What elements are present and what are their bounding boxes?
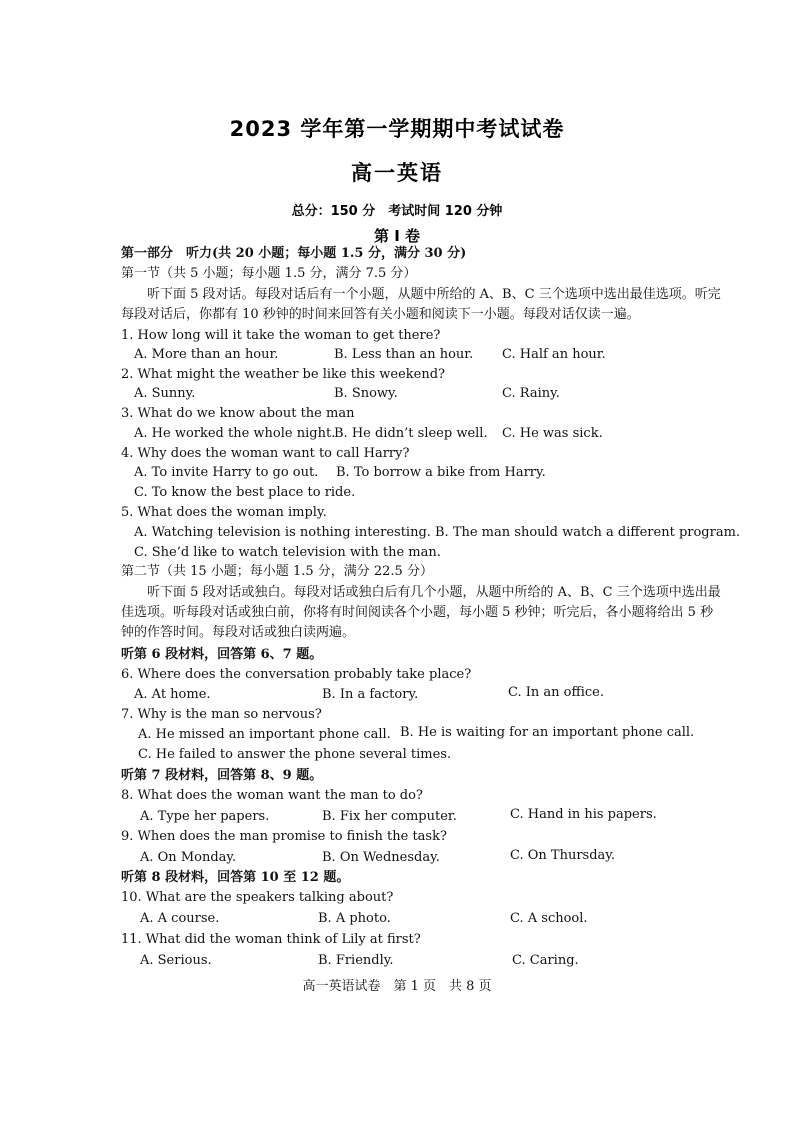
exam-title: 2023 学年第一学期期中考试试卷 [229, 117, 565, 141]
question-11-option-b: B. Friendly. [318, 953, 394, 968]
question-2-option-a: A. Sunny. [134, 386, 196, 401]
question-10-option-c: C. A school. [510, 911, 588, 926]
question-2-stem: 2. What might the weather be like this weekend? [121, 367, 446, 382]
question-2-option-c: C. Rainy. [502, 386, 560, 401]
question-10-stem: 10. What are the speakers talking about? [121, 890, 394, 905]
question-7-option-c: C. He failed to answer the phone several times. [138, 747, 452, 762]
question-3-option-c: C. He was sick. [502, 426, 603, 441]
question-6-option-c: C. In an office. [508, 685, 604, 700]
question-7-option-b: B. He is waiting for an important phone call. [400, 725, 695, 740]
question-9-stem: 9. When does the man promise to finish the task? [121, 829, 447, 844]
question-8-option-a: A. Type her papers. [140, 809, 270, 824]
question-8-stem: 8. What does the woman want the man to do? [121, 788, 423, 803]
question-4-option-c: C. To know the best place to ride. [134, 485, 356, 500]
question-6-option-a: A. At home. [134, 687, 211, 702]
exam-meta: 总分：150 分 考试时间 120 分钟 [291, 204, 503, 219]
question-3-stem: 3. What do we know about the man [121, 406, 355, 421]
question-1-option-a: A. More than an hour. [134, 347, 279, 362]
question-11-stem: 11. What did the woman think of Lily at first? [121, 932, 421, 947]
question-1-option-b: B. Less than an hour. [334, 347, 474, 362]
question-11-option-c: C. Caring. [512, 953, 579, 968]
question-4-stem: 4. Why does the woman want to call Harry? [121, 446, 410, 461]
question-11-option-a: A. Serious. [140, 953, 212, 968]
page-footer: 高一英语试卷 第 1 页 共 8 页 [302, 979, 492, 994]
volume-label: 第 I 卷 [373, 227, 421, 245]
section2-heading: 第二节（共 15 小题；每小题 1.5 分，满分 22.5 分） [121, 564, 433, 579]
question-1-stem: 1. How long will it take the woman to get there? [121, 328, 441, 343]
part1-heading: 第一部分 听力(共 20 小题；每小题 1.5 分，满分 30 分) [121, 246, 467, 261]
section1-instructions: 听下面 5 段对话。每段对话后有一个小题，从题中所给的 A、B、C 三个选项中选出最佳选项。听完每段对话后，你都有 10 秒钟的时间来回答有关小题和阅读下一小题。每段对话仅读一遍。 [121, 287, 721, 322]
question-10-option-b: B. A photo. [318, 911, 391, 926]
question-6-stem: 6. Where does the conversation probably take place? [121, 667, 472, 682]
question-9-option-b: B. On Wednesday. [322, 850, 440, 865]
question-1-option-c: C. Half an hour. [502, 347, 606, 362]
question-7-option-a: A. He missed an important phone call. [138, 727, 391, 742]
question-7-stem: 7. Why is the man so nervous? [121, 707, 322, 722]
question-2-option-b: B. Snowy. [334, 386, 398, 401]
subject-title: 高一英语 [351, 161, 443, 185]
question-10-option-a: A. A course. [140, 911, 220, 926]
material-7-heading: 听第 7 段材料，回答第 8、9 题。 [121, 768, 323, 783]
question-4-option-b: B. To borrow a bike from Harry. [336, 465, 546, 480]
question-3-option-b: B. He didn’t sleep well. [334, 426, 488, 441]
question-5-option-a: A. Watching television is nothing interesting. [134, 525, 431, 540]
material-8-heading: 听第 8 段材料，回答第 10 至 12 题。 [121, 870, 350, 885]
question-5-stem: 5. What does the woman imply. [121, 505, 327, 520]
question-9-option-c: C. On Thursday. [510, 848, 616, 863]
question-9-option-a: A. On Monday. [140, 850, 237, 865]
question-5-option-c: C. She’d like to watch television with the man. [134, 545, 441, 560]
question-8-option-c: C. Hand in his papers. [510, 807, 657, 822]
section1-heading: 第一节（共 5 小题；每小题 1.5 分，满分 7.5 分） [121, 266, 417, 281]
question-6-option-b: B. In a factory. [322, 687, 419, 702]
question-5-option-b: B. The man should watch a different program. [435, 525, 741, 540]
question-4-option-a: A. To invite Harry to go out. [134, 465, 319, 480]
section2-instructions: 听下面 5 段对话或独白。每段对话或独白后有几个小题，从题中所给的 A、B、C 三个选项中选出最佳选项。听每段对话或独白前，你将有时间阅读各个小题，每小题 5 秒钟；听完后，各小题将给出 5 秒钟的作答时间。每段对话或独白读两遍。 [121, 585, 721, 640]
material-6-heading: 听第 6 段材料，回答第 6、7 题。 [121, 647, 323, 662]
question-3-option-a: A. He worked the whole night. [134, 426, 336, 441]
question-8-option-b: B. Fix her computer. [322, 809, 457, 824]
